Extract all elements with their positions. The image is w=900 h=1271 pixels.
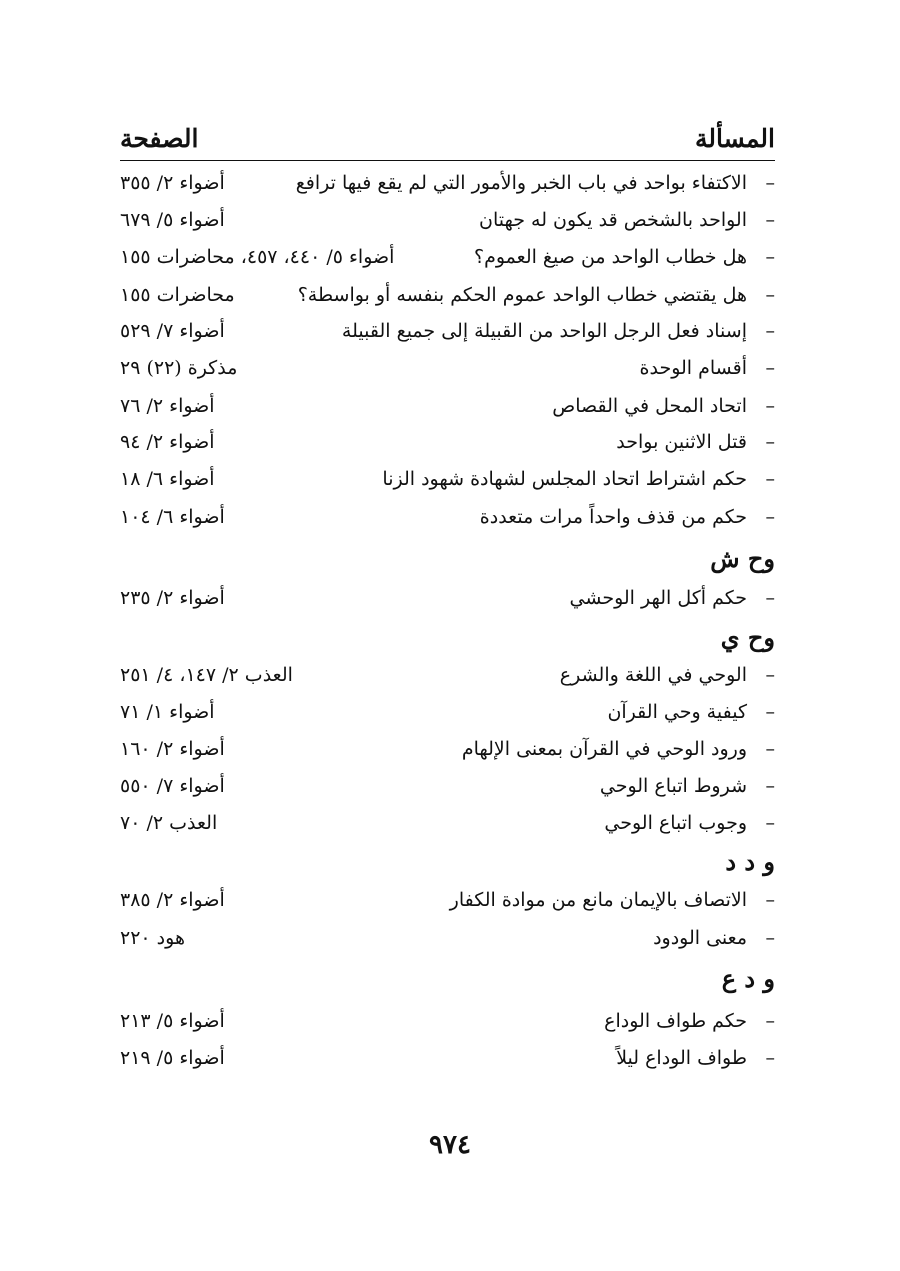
entry-dash: – bbox=[765, 506, 775, 528]
entry-text: حكم اشتراط اتحاد المجلس لشهادة شهود الزنا bbox=[382, 468, 747, 490]
entry-reference: العذب ٢/ ٧٠ bbox=[120, 812, 218, 834]
issue-column-header: المسألة bbox=[695, 124, 775, 153]
entry-reference: أضواء ٧/ ٥٥٠ bbox=[120, 775, 225, 797]
entry-text: هل خطاب الواحد من صيغ العموم؟ bbox=[474, 246, 747, 268]
entry-text: كيفية وحي القرآن bbox=[607, 701, 747, 723]
entry-text: وجوب اتباع الوحي bbox=[604, 812, 747, 834]
entry-dash: – bbox=[765, 320, 775, 342]
index-entry bbox=[120, 1047, 775, 1077]
entry-dash: – bbox=[765, 209, 775, 231]
entry-text: أقسام الوحدة bbox=[639, 357, 747, 379]
page-number: ٩٧٤ bbox=[429, 1130, 471, 1160]
index-entry bbox=[120, 889, 775, 919]
index-entry bbox=[120, 468, 775, 498]
entry-text: حكم طواف الوداع bbox=[604, 1010, 747, 1032]
entry-text: اتحاد المحل في القصاص bbox=[552, 395, 747, 417]
entry-dash: – bbox=[765, 1010, 775, 1032]
index-entry bbox=[120, 357, 775, 387]
entry-reference: أضواء ٢/ ٩٤ bbox=[120, 431, 215, 453]
entry-text: معنى الودود bbox=[653, 927, 747, 949]
entry-text: الواحد بالشخص قد يكون له جهتان bbox=[479, 209, 747, 231]
entry-dash: – bbox=[765, 1047, 775, 1069]
entry-dash: – bbox=[765, 431, 775, 453]
table-header bbox=[120, 124, 775, 161]
entry-dash: – bbox=[765, 246, 775, 268]
entry-dash: – bbox=[765, 738, 775, 760]
index-entry bbox=[120, 320, 775, 350]
index-entry bbox=[120, 172, 775, 202]
entry-dash: – bbox=[765, 395, 775, 417]
entry-text: إسناد فعل الرجل الواحد من القبيلة إلى جميع القبيلة bbox=[341, 320, 747, 342]
index-entry bbox=[120, 664, 775, 694]
index-entry bbox=[120, 927, 775, 957]
entry-text: حكم أكل الهر الوحشي bbox=[569, 587, 747, 609]
entry-dash: – bbox=[765, 775, 775, 797]
entry-reference: محاضرات ١٥٥ bbox=[120, 284, 235, 306]
entry-dash: – bbox=[765, 284, 775, 306]
entry-reference: أضواء ٥/ ٤٤٠، ٤٥٧، محاضرات ١٥٥ bbox=[120, 246, 395, 268]
entry-dash: – bbox=[765, 927, 775, 949]
index-entry bbox=[120, 775, 775, 805]
entry-reference: هود ٢٢٠ bbox=[120, 927, 185, 949]
entry-dash: – bbox=[765, 357, 775, 379]
entry-dash: – bbox=[765, 587, 775, 609]
entry-reference: أضواء ٢/ ٧٦ bbox=[120, 395, 215, 417]
entry-text: الاكتفاء بواحد في باب الخبر والأمور التي لم يقع فيها ترافع bbox=[295, 172, 747, 194]
root-group-heading: وح ي bbox=[720, 623, 775, 652]
entry-reference: أضواء ٦/ ١٠٤ bbox=[120, 506, 225, 528]
entry-reference: أضواء ٢/ ٣٨٥ bbox=[120, 889, 225, 911]
entry-text: شروط اتباع الوحي bbox=[599, 775, 747, 797]
entry-dash: – bbox=[765, 468, 775, 490]
index-entry bbox=[120, 395, 775, 425]
entry-reference: أضواء ٥/ ٦٧٩ bbox=[120, 209, 225, 231]
entry-text: حكم من قذف واحداً مرات متعددة bbox=[479, 506, 747, 528]
index-entry bbox=[120, 506, 775, 536]
entry-reference: أضواء ٢/ ١٦٠ bbox=[120, 738, 225, 760]
index-entry bbox=[120, 431, 775, 461]
entry-text: هل يقتضي خطاب الواحد عموم الحكم بنفسه أو بواسطة؟ bbox=[297, 284, 747, 306]
entry-reference: أضواء ٦/ ١٨ bbox=[120, 468, 215, 490]
index-entry bbox=[120, 701, 775, 731]
entry-dash: – bbox=[765, 701, 775, 723]
entry-text: الاتصاف بالإيمان مانع من موادة الكفار bbox=[449, 889, 747, 911]
page-column-header: الصفحة bbox=[120, 124, 199, 153]
index-entry bbox=[120, 1010, 775, 1040]
index-entry bbox=[120, 812, 775, 842]
entry-dash: – bbox=[765, 664, 775, 686]
index-entry bbox=[120, 587, 775, 617]
entry-text: قتل الاثنين بواحد bbox=[616, 431, 747, 453]
entry-reference: أضواء ١/ ٧١ bbox=[120, 701, 215, 723]
root-group-heading: وح ش bbox=[710, 544, 775, 573]
entry-reference: أضواء ٢/ ٣٥٥ bbox=[120, 172, 225, 194]
index-entry bbox=[120, 246, 775, 276]
entry-reference: مذكرة (٢٢) ٢٩ bbox=[120, 357, 238, 379]
index-entry bbox=[120, 209, 775, 239]
entry-text: الوحي في اللغة والشرع bbox=[559, 664, 747, 686]
entry-reference: أضواء ٥/ ٢١٣ bbox=[120, 1010, 225, 1032]
entry-reference: أضواء ٥/ ٢١٩ bbox=[120, 1047, 225, 1069]
entry-reference: أضواء ٢/ ٢٣٥ bbox=[120, 587, 225, 609]
entry-dash: – bbox=[765, 812, 775, 834]
entry-dash: – bbox=[765, 172, 775, 194]
entry-dash: – bbox=[765, 889, 775, 911]
entry-text: طواف الوداع ليلاً bbox=[616, 1047, 747, 1069]
root-group-heading: و د د bbox=[725, 847, 775, 876]
index-entry bbox=[120, 738, 775, 768]
entry-reference: أضواء ٧/ ٥٢٩ bbox=[120, 320, 225, 342]
entry-text: ورود الوحي في القرآن بمعنى الإلهام bbox=[461, 738, 747, 760]
entry-reference: العذب ٢/ ١٤٧، ٤/ ٢٥١ bbox=[120, 664, 293, 686]
index-entry bbox=[120, 284, 775, 314]
root-group-heading: و د ع bbox=[721, 964, 775, 993]
